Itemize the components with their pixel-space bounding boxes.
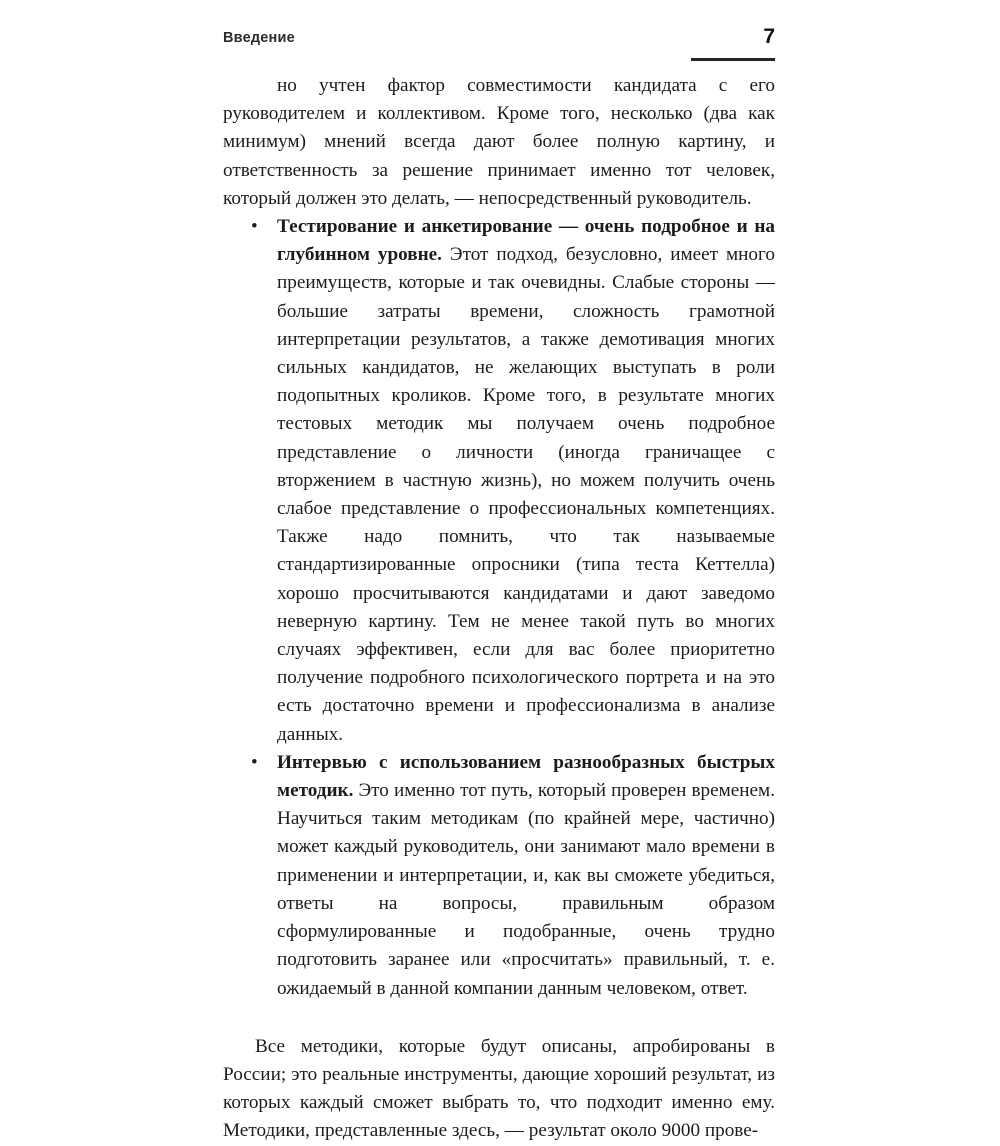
running-head-title: Введение [223,30,295,46]
bullet-icon: • [251,751,258,773]
list-item-lead-in: Тестирование и анкетирование — очень подробное и на глубинном уровне. [277,216,775,266]
method-bullet-list [223,213,775,1003]
running-head [223,25,775,64]
page-number: 7 [763,25,775,48]
running-head-rule [691,58,775,61]
list-item [223,749,775,1003]
list-item-text: Это именно тот путь, который проверен временем. Научиться таким методикам (по крайней мере, частично) может каждый руководитель, они занимают мало времени в применении и интерпретации, и, как вы сможете убедиться, ответы на вопросы, правильным образом сформулированные и подобранные, очень трудно подготовить заранее или «просчитать» правильный, т. е. ожидаемый в данной компании данным человеком, ответ. [277,780,775,999]
list-item [223,213,775,749]
list-item-lead-in: Интервью с использованием разнообразных быстрых методик. [277,751,775,802]
paragraph-spacer [223,1003,775,1033]
text-column [223,72,775,1146]
list-item-text: Этот подход, безусловно, имеет много преимуществ, которые и так очевидны. Слабые стороны — большие затраты времени, сложность грамотной интерпретации результатов, а также демотивация многих сильных кандидатов, не желающих выступать в роли подопытных кроликов. Кроме того, в результате многих тестовых методик мы получаем очень подробное представление о личности (иногда граничащее с вторжением в частную жизнь), но можем получить очень слабое представление о профессиональных компетенциях. Также надо помнить, что так называемые стандартизированные опросники (типа теста Кеттелла) хорошо просчитываются кандидатами и дают заведомо неверную картину. Тем не менее такой путь во многих случаях эффективен, если для вас более приоритетно получение подробного психологического портрета и на это есть достаточно времени и профессионализма в анализе данных. [277,244,776,745]
bullet-icon: • [251,216,258,238]
continued-paragraph: но учтен фактор совместимости кандидата с его руководителем и коллективом. Кроме того, несколько (два как минимум) мнений всегда дают более полную картину, и ответственность за решение принимает именно тот человек, который должен это делать, — непосредственный руководитель. [223,75,775,209]
closing-paragraph: Все методики, которые будут описаны, апробированы в России; это реальные инструменты, дающие хороший результат, из которых каждый сможет выбрать то, что подходит именно ему. Методики, представленные здесь, — результат около 9000 прове- [223,1035,775,1142]
